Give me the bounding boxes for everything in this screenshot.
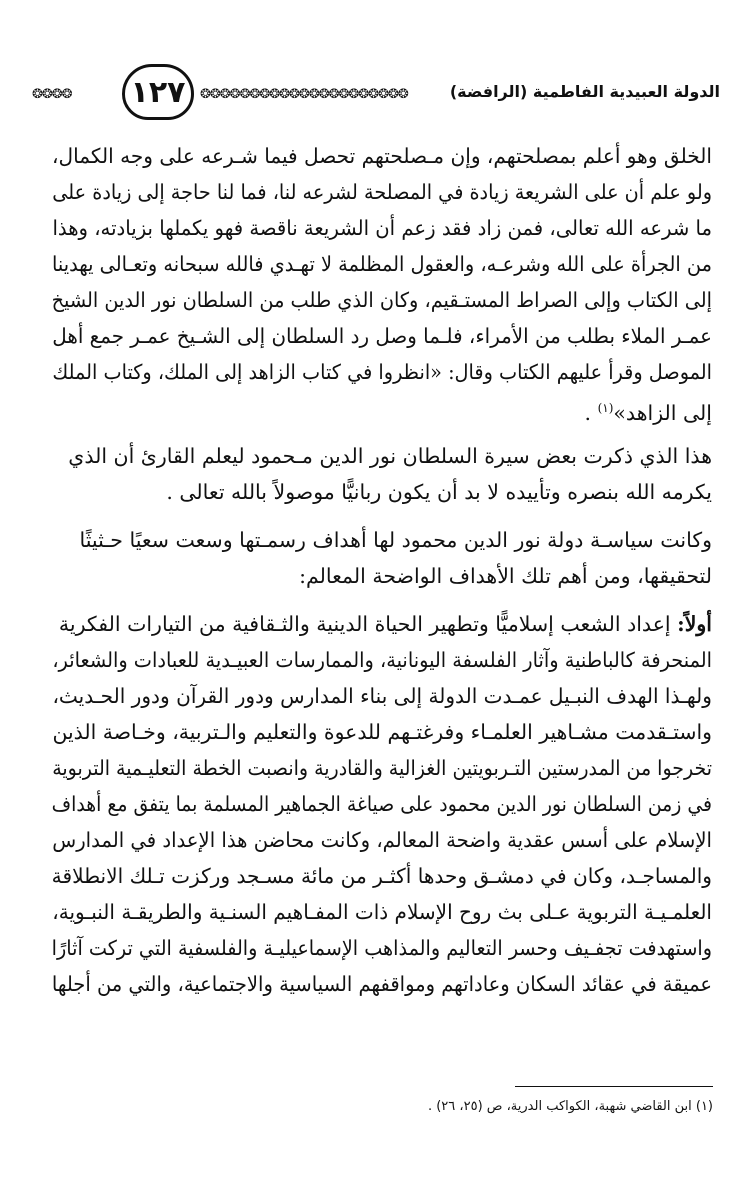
text-line: واستـقدمت مشـاهير العلمـاء وفرغتـهم للدعوة والتعليم والـتربية، وخـاصة الذين (52, 720, 712, 744)
header-ornament-left: ❂❂❂❂ (32, 88, 72, 102)
text-line: عميقة في عقائد السكان وعاداتهم ومواقفهم السياسية والاجتماعية، والتي من أجلها (51, 972, 712, 996)
footnote: (١) ابن القاضي شهبة، الكواكب الدرية، ص (٢٥، ٢٦) . (427, 1099, 713, 1114)
footnote-reference: (١) (597, 401, 614, 415)
text-line: الإسلام على أسس عقدية واضحة المعالم، وكانت محاضن هذا الإعداد في المدارس (52, 828, 712, 852)
text-line: العلمـيـة التربوية عـلى بث روح الإسلام ذات المفـاهيم السنـية والطريقـة النبـوية، (52, 900, 712, 924)
paragraph-gap (52, 426, 712, 438)
point-text: إعداد الشعب إسلاميًّا وتطهير الحياة الدينية والثـقافية من التيارات الفكرية (58, 612, 678, 636)
text-line (52, 606, 712, 642)
text-line: ما شرعه الله تعالى، فمن زاد فقد زعم أن الشريعة ناقصة فهو يكملها بزيادته، وهذا (52, 216, 713, 240)
text-line: من الجرأة على الله وشرعـه، والعقول المظلمة لا تهـدي فالله سبحانه وتعـالى يهدينا (51, 252, 713, 276)
page-number-frame (122, 64, 194, 120)
page-number: ١٢٧ (130, 74, 186, 110)
quote-end: إلى الزاهد» (613, 400, 712, 425)
text-line: يكرمه الله بنصره وتأييده لا بد أن يكون ربانيًّا موصولاً بالله تعالى . (166, 480, 712, 504)
sentence-end: . (584, 400, 598, 425)
text-line: والمساجـد، وكان في دمشـق وحدها أكثـر من مائة مسـجد وركزت تـلك الانطلاقة (51, 864, 712, 888)
text-line: وكانت سياسـة دولة نور الدين محمود لها أهداف رسمـتها وسعت سعيًا حـثيثًا (79, 528, 712, 552)
paragraph-gap (52, 594, 712, 606)
body-text (52, 138, 712, 1002)
text-line: عمـر الملاء بطلب من الأمراء، فلـما وصل رد السلطان إلى الشـيخ عمـر جمع أهل (52, 324, 712, 348)
paragraph-gap (52, 510, 712, 522)
header-ornament-band: ❂❂❂❂❂❂❂❂❂❂❂❂❂❂❂❂❂❂❂❂❂ (200, 88, 408, 102)
text-line: إلى الكتاب وإلى الصراط المستـقيم، وكان الذي طلب من السلطان نور الدين الشيخ (51, 288, 712, 312)
text-line: الخلق وهو أعلم بمصلحتهم، وإن مـصلحتهم تحصل فيما شـرعه على وجه الكمال، (52, 144, 712, 168)
point-heading: أولاً: (677, 612, 712, 636)
text-line: في زمن السلطان نور الدين محمود على صياغة الجماهير المسلمة بما يتفق مع أهداف (51, 792, 712, 816)
running-header (28, 64, 720, 128)
text-line: ولهـذا الهدف النبـيل عمـدت الدولة إلى بناء المدارس ودور القرآن ودور الحـديث، (52, 684, 712, 708)
text-line: لتحقيقها، ومن أهم تلك الأهداف الواضحة المعالم: (299, 564, 712, 588)
text-line: تخرجوا من المدرستين التـربويتين الغزالية والقادرية وانصبت الخطة التعليـمية التربوية (52, 756, 713, 780)
text-line: المنحرفة كالباطنية وآثار الفلسفة اليونانية، والممارسات العبيـدية للعبادات والشعائر، (52, 648, 713, 672)
text-line: هذا الذي ذكرت بعض سيرة السلطان نور الدين مـحمود ليعلم القارئ أن الذي (68, 444, 712, 468)
text-line (52, 390, 712, 426)
running-title: الدولة العبيدية الفاطمية (الرافضة) (449, 82, 720, 101)
text-line: واستهدفت تجفـيف وحسر التعاليم والمذاهب الإسماعيليـة والفلسفية التي تركت آثارًا (51, 936, 713, 960)
text-line: الموصل وقرأ عليهم الكتاب وقال: «انظروا في كتاب الزاهد إلى الملك، وكتاب الملك (52, 360, 713, 384)
footnote-divider (515, 1086, 713, 1087)
text-line: ولو علم أن على الشريعة زيادة في المصلحة لشرعه لنا، فما لنا حاجة إلى زيادة على (52, 180, 712, 204)
